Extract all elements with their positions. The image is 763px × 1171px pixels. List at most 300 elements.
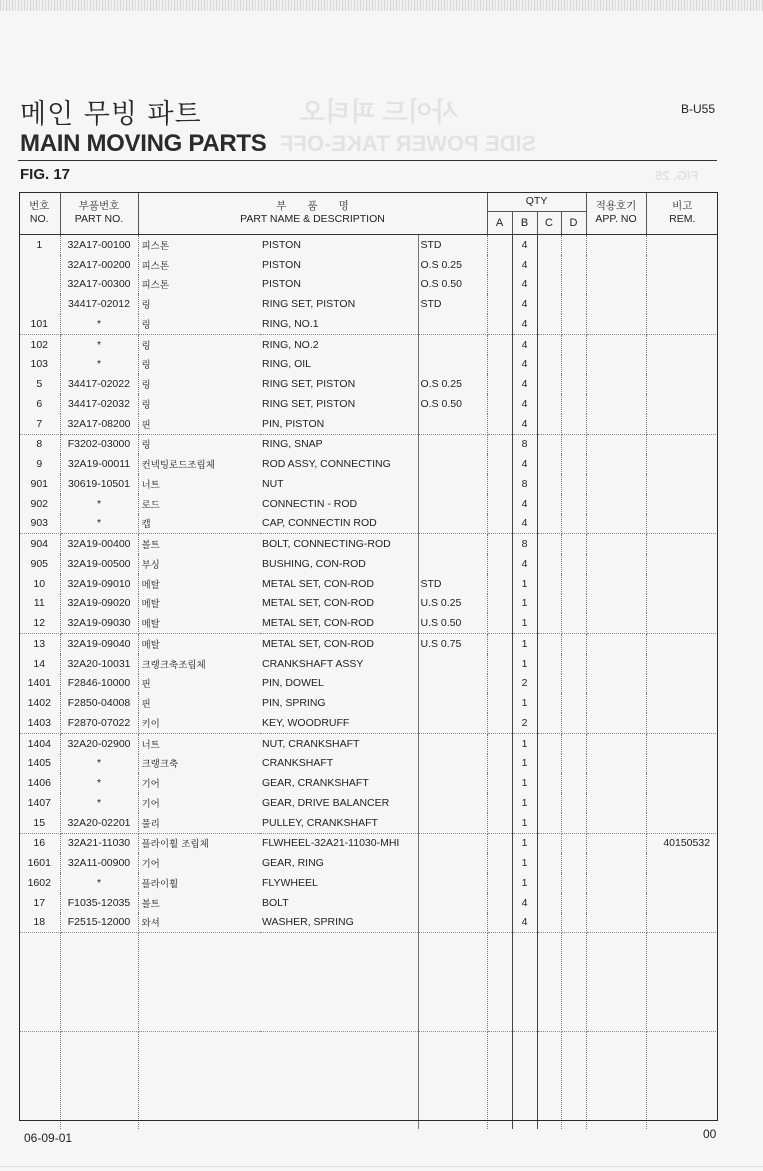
cell-part-name-en: NUT [260, 474, 418, 494]
cell-qty-d [561, 235, 586, 255]
cell-part-number-index: 1601 [19, 853, 60, 873]
cell-remarks [646, 893, 718, 913]
blank-cell [512, 933, 537, 1032]
blank-cell [512, 1032, 537, 1130]
cell-part-number-index: 7 [19, 414, 60, 434]
cell-part-number-index: 9 [19, 454, 60, 474]
cell-qty-b: 1 [512, 793, 537, 813]
cell-qty-b: 8 [512, 474, 537, 494]
cell-spec [418, 853, 487, 873]
bleed-through-title-ko: 사이드 피티오 [300, 97, 458, 127]
bleed-through-figure: FIG. 25 [655, 168, 699, 183]
cell-spec: STD [418, 235, 487, 255]
cell-part-no: * [60, 355, 138, 375]
col-header-no [19, 192, 60, 235]
cell-qty-d [561, 534, 586, 554]
cell-remarks [646, 454, 718, 474]
cell-qty-b: 4 [512, 355, 537, 375]
cell-qty-a [487, 474, 512, 494]
cell-spec [418, 793, 487, 813]
cell-part-number-index [19, 255, 60, 275]
cell-part-name-ko: 링 [141, 399, 151, 411]
table-row [19, 514, 718, 534]
cell-qty-b: 8 [512, 434, 537, 454]
cell-qty-b: 4 [512, 494, 537, 514]
cell-remarks [646, 534, 718, 554]
cell-qty-b: 1 [512, 654, 537, 674]
blank-cell [19, 933, 60, 1032]
cell-part-name-ko: 피스톤 [141, 240, 170, 252]
cell-qty-a [487, 813, 512, 833]
cell-part-number-index: 15 [19, 813, 60, 833]
cell-remarks [646, 754, 718, 774]
blank-cell [487, 933, 512, 1032]
cell-qty-a [487, 773, 512, 793]
cell-remarks [646, 294, 718, 314]
cell-qty-d [561, 853, 586, 873]
cell-remarks [646, 514, 718, 534]
cell-app-no [586, 674, 646, 694]
cell-spec [418, 754, 487, 774]
table-row [19, 613, 718, 633]
cell-remarks [646, 913, 718, 933]
cell-spec [418, 534, 487, 554]
cell-app-no [586, 893, 646, 913]
table-row [19, 454, 718, 474]
cell-spec: STD [418, 294, 487, 314]
table-row [19, 693, 718, 713]
cell-part-name-ko: 핀 [138, 414, 260, 434]
cell-qty-d [561, 754, 586, 774]
col-header-part-name-ko: 부 품 명 [276, 200, 349, 212]
cell-part-number-index: 12 [19, 613, 60, 633]
cell-app-no [586, 534, 646, 554]
table-row [19, 654, 718, 674]
cell-part-number-index: 903 [19, 514, 60, 534]
cell-qty-a [487, 674, 512, 694]
cell-app-no [586, 314, 646, 334]
page-number: 00 [703, 1127, 717, 1141]
cell-qty-b: 1 [512, 853, 537, 873]
cell-app-no [586, 334, 646, 354]
cell-part-no: 32A19-00500 [60, 554, 138, 574]
cell-part-name-ko: 기어 [141, 859, 160, 871]
cell-part-no: 32A17-00100 [60, 235, 138, 255]
cell-part-number-index: 13 [19, 634, 60, 654]
cell-part-name-ko: 키이 [138, 713, 260, 733]
cell-app-no [586, 733, 646, 753]
cell-part-number-index: 1401 [19, 674, 60, 694]
cell-part-number-index: 18 [19, 913, 60, 933]
cell-qty-b: 4 [512, 394, 537, 414]
cell-qty-b: 1 [512, 733, 537, 753]
cell-part-number-index: 102 [19, 334, 60, 354]
table-row [19, 314, 718, 334]
cell-qty-c [537, 554, 561, 574]
cell-part-name-en: RING, NO.1 [260, 314, 418, 334]
cell-remarks [646, 674, 718, 694]
col-header-qty-a: A [487, 212, 512, 235]
cell-spec [418, 554, 487, 574]
cell-part-name-en: RING, OIL [260, 355, 418, 375]
cell-spec [418, 713, 487, 733]
cell-part-no: 32A17-00300 [60, 275, 138, 295]
cell-app-no [586, 594, 646, 614]
blank-cell [60, 1032, 138, 1130]
cell-spec [418, 355, 487, 375]
cell-app-no [586, 514, 646, 534]
cell-qty-d [561, 494, 586, 514]
cell-qty-a [487, 494, 512, 514]
cell-part-no: 32A19-09010 [60, 574, 138, 594]
cell-spec: U.S 0.25 [418, 594, 487, 614]
cell-qty-d [561, 813, 586, 833]
cell-part-number-index: 1402 [19, 693, 60, 713]
col-header-qty-d: D [561, 212, 586, 235]
cell-part-name-ko: 기어 [141, 779, 160, 791]
cell-part-name-en: GEAR, RING [260, 853, 418, 873]
cell-qty-c [537, 654, 561, 674]
cell-part-name-en: PISTON [260, 235, 418, 255]
cell-part-name-ko: 부싱 [141, 559, 160, 571]
cell-spec: U.S 0.75 [418, 634, 487, 654]
cell-part-name-ko: 크랭크축 [141, 759, 179, 771]
cell-spec [418, 334, 487, 354]
cell-part-name-en: METAL SET, CON-ROD [260, 634, 418, 654]
col-header-app-no [586, 192, 646, 235]
title-rule [18, 160, 717, 161]
cell-part-name-en: METAL SET, CON-ROD [260, 613, 418, 633]
cell-qty-d [561, 554, 586, 574]
cell-part-number-index [19, 275, 60, 295]
cell-part-number-index: 1407 [19, 793, 60, 813]
parts-table-body [19, 235, 718, 1130]
cell-remarks [646, 813, 718, 833]
cell-part-name-ko: 피스톤 [141, 280, 170, 292]
cell-part-no: 32A21-11030 [60, 833, 138, 853]
cell-qty-b: 4 [512, 235, 537, 255]
cell-remarks [646, 713, 718, 733]
cell-qty-b: 2 [512, 674, 537, 694]
cell-part-name-en: GEAR, DRIVE BALANCER [260, 793, 418, 813]
cell-qty-b: 1 [512, 594, 537, 614]
parts-table [19, 192, 718, 1129]
cell-qty-d [561, 733, 586, 753]
table-row [19, 355, 718, 375]
cell-part-number-index: 1406 [19, 773, 60, 793]
cell-qty-b: 1 [512, 634, 537, 654]
cell-part-name-ko: 크랭크축조립체 [141, 659, 206, 671]
cell-remarks [646, 554, 718, 574]
cell-part-no: 32A19-09020 [60, 594, 138, 614]
cell-part-name-ko: 메탈 [138, 613, 260, 633]
col-header-no-ko: 번호 [29, 200, 50, 212]
cell-remarks [646, 255, 718, 275]
cell-part-name-en: RING SET, PISTON [260, 394, 418, 414]
cell-qty-a [487, 574, 512, 594]
table-row [19, 255, 718, 275]
cell-app-no [586, 374, 646, 394]
table-row [19, 793, 718, 813]
cell-qty-c [537, 275, 561, 295]
cell-part-name-en: CAP, CONNECTIN ROD [260, 514, 418, 534]
cell-qty-d [561, 474, 586, 494]
col-header-part-no [60, 192, 138, 235]
cell-part-name-en: PIN, SPRING [260, 693, 418, 713]
table-row [19, 873, 718, 893]
cell-part-number-index: 1404 [19, 733, 60, 753]
cell-part-name-en: PULLEY, CRANKSHAFT [260, 813, 418, 833]
cell-part-name-ko: 링 [141, 340, 151, 352]
cell-spec [418, 773, 487, 793]
cell-part-name-ko: 플라이휠 조립체 [141, 839, 209, 851]
col-header-remarks-en: REM. [669, 213, 696, 225]
table-row [19, 813, 718, 833]
cell-app-no [586, 634, 646, 654]
cell-qty-c [537, 374, 561, 394]
cell-remarks [646, 355, 718, 375]
col-header-no-en: NO. [29, 213, 49, 225]
cell-qty-a [487, 893, 512, 913]
cell-remarks [646, 693, 718, 713]
cell-qty-c [537, 594, 561, 614]
cell-qty-a [487, 873, 512, 893]
cell-part-name-ko: 볼트 [141, 898, 160, 910]
table-row [19, 634, 718, 654]
cell-qty-b: 4 [512, 374, 537, 394]
cell-remarks [646, 853, 718, 873]
figure-number: FIG. 17 [20, 166, 71, 183]
cell-qty-c [537, 873, 561, 893]
col-header-qty-c: C [537, 212, 561, 235]
cell-app-no [586, 713, 646, 733]
cell-part-name-ko: 핀 [141, 679, 151, 691]
table-row [19, 594, 718, 614]
cell-app-no [586, 853, 646, 873]
cell-part-number-index: 5 [19, 374, 60, 394]
cell-qty-c [537, 394, 561, 414]
cell-qty-b: 4 [512, 314, 537, 334]
blank-cell [586, 1032, 646, 1130]
cell-part-no: 32A20-02900 [60, 733, 138, 753]
cell-qty-a [487, 693, 512, 713]
cell-part-name-ko: 캡 [138, 514, 260, 534]
cell-part-name-en: BUSHING, CON-ROD [260, 554, 418, 574]
cell-part-name-en: RING SET, PISTON [260, 374, 418, 394]
cell-qty-a [487, 554, 512, 574]
cell-part-name-en: NUT, CRANKSHAFT [260, 733, 418, 753]
cell-spec [418, 674, 487, 694]
cell-part-name-en: KEY, WOODRUFF [260, 713, 418, 733]
cell-part-number-index: 1405 [19, 754, 60, 774]
cell-qty-d [561, 594, 586, 614]
cell-part-number-index: 101 [19, 314, 60, 334]
cell-remarks [646, 773, 718, 793]
table-row [19, 534, 718, 554]
cell-part-name-ko: 로드 [141, 499, 160, 511]
blank-cell [60, 933, 138, 1032]
cell-qty-c [537, 434, 561, 454]
cell-remarks [646, 634, 718, 654]
cell-qty-c [537, 913, 561, 933]
cell-app-no [586, 434, 646, 454]
cell-part-no: F3202-03000 [60, 434, 138, 454]
cell-app-no [586, 813, 646, 833]
cell-spec: STD [418, 574, 487, 594]
cell-part-no: F2846-10000 [60, 674, 138, 694]
cell-part-name-en: ROD ASSY, CONNECTING [260, 454, 418, 474]
cell-qty-b: 1 [512, 754, 537, 774]
cell-qty-c [537, 674, 561, 694]
cell-spec [418, 514, 487, 534]
cell-spec [418, 494, 487, 514]
cell-spec [418, 474, 487, 494]
table-row [19, 833, 718, 853]
blank-cell [19, 1032, 60, 1130]
cell-spec [418, 434, 487, 454]
cell-part-no: * [60, 793, 138, 813]
cell-app-no [586, 474, 646, 494]
cell-qty-c [537, 833, 561, 853]
cell-part-name-ko: 링 [141, 440, 151, 452]
revision-date: 06-09-01 [24, 1131, 73, 1145]
table-row [19, 754, 718, 774]
cell-part-name-ko: 메탈 [141, 579, 160, 591]
cell-qty-a [487, 235, 512, 255]
cell-qty-c [537, 355, 561, 375]
cell-part-number-index: 10 [19, 574, 60, 594]
cell-part-no: F2850-04008 [60, 693, 138, 713]
cell-qty-d [561, 613, 586, 633]
cell-qty-a [487, 434, 512, 454]
cell-remarks [646, 474, 718, 494]
page-title-korean: 메인 무빙 파트 [20, 99, 202, 130]
cell-qty-b: 4 [512, 454, 537, 474]
cell-part-name-ko: 너트 [141, 739, 160, 751]
cell-part-no: 30619-10501 [60, 474, 138, 494]
cell-qty-d [561, 674, 586, 694]
table-row [19, 414, 718, 434]
table-row [19, 474, 718, 494]
cell-remarks [646, 374, 718, 394]
cell-qty-c [537, 514, 561, 534]
cell-qty-c [537, 773, 561, 793]
cell-part-number-index: 17 [19, 893, 60, 913]
cell-qty-d [561, 414, 586, 434]
cell-qty-d [561, 454, 586, 474]
cell-app-no [586, 873, 646, 893]
cell-qty-c [537, 534, 561, 554]
cell-part-name-ko: 너트 [141, 479, 160, 491]
cell-part-no: 34417-02012 [60, 294, 138, 314]
cell-remarks [646, 334, 718, 354]
cell-spec [418, 833, 487, 853]
cell-part-no: F1035-12035 [60, 893, 138, 913]
blank-cell [586, 933, 646, 1032]
cell-part-number-index: 11 [19, 594, 60, 614]
cell-remarks [646, 434, 718, 454]
cell-app-no [586, 913, 646, 933]
cell-app-no [586, 754, 646, 774]
cell-qty-d [561, 255, 586, 275]
cell-remarks [646, 733, 718, 753]
cell-qty-b: 1 [512, 574, 537, 594]
cell-app-no [586, 414, 646, 434]
cell-qty-c [537, 713, 561, 733]
cell-part-name-en: RING SET, PISTON [260, 294, 418, 314]
col-header-part-no-ko: 부품번호 [78, 200, 120, 212]
cell-part-name-ko: 플라이휠 [141, 878, 179, 890]
blank-cell [260, 933, 418, 1032]
cell-qty-d [561, 713, 586, 733]
cell-qty-d [561, 355, 586, 375]
cell-qty-c [537, 693, 561, 713]
cell-part-no: * [60, 773, 138, 793]
cell-qty-c [537, 294, 561, 314]
blank-cell [487, 1032, 512, 1130]
cell-qty-b: 1 [512, 773, 537, 793]
cell-app-no [586, 275, 646, 295]
model-code: B-U55 [681, 102, 716, 116]
cell-part-name-ko: 컨넥팅로드조립체 [141, 460, 215, 472]
cell-part-number-index: 905 [19, 554, 60, 574]
cell-remarks [646, 235, 718, 255]
cell-qty-d [561, 275, 586, 295]
blank-row [19, 1032, 718, 1130]
cell-remarks [646, 793, 718, 813]
cell-part-name-ko: 풀리 [138, 813, 260, 833]
blank-cell [537, 1032, 561, 1130]
cell-qty-d [561, 773, 586, 793]
cell-part-name-ko: 링 [138, 314, 260, 334]
cell-part-no: 32A19-09030 [60, 613, 138, 633]
cell-part-name-en: WASHER, SPRING [260, 913, 418, 933]
cell-app-no [586, 355, 646, 375]
cell-part-name-ko: 링 [141, 360, 151, 372]
cell-qty-d [561, 634, 586, 654]
cell-part-name-en: BOLT [260, 893, 418, 913]
cell-qty-a [487, 733, 512, 753]
table-row [19, 554, 718, 574]
cell-part-no: 32A20-02201 [60, 813, 138, 833]
cell-qty-c [537, 613, 561, 633]
cell-spec [418, 893, 487, 913]
cell-qty-c [537, 634, 561, 654]
cell-qty-a [487, 355, 512, 375]
cell-qty-b: 4 [512, 554, 537, 574]
cell-spec: O.S 0.25 [418, 374, 487, 394]
cell-part-number-index [19, 294, 60, 314]
cell-part-no: * [60, 334, 138, 354]
cell-remarks [646, 594, 718, 614]
cell-qty-d [561, 693, 586, 713]
cell-qty-c [537, 235, 561, 255]
cell-app-no [586, 255, 646, 275]
cell-part-no: * [60, 514, 138, 534]
cell-part-name-en: RING, NO.2 [260, 334, 418, 354]
table-row [19, 334, 718, 354]
cell-remarks [646, 574, 718, 594]
cell-part-name-en: BOLT, CONNECTING-ROD [260, 534, 418, 554]
cell-qty-c [537, 574, 561, 594]
blank-cell [561, 1032, 586, 1130]
scan-edge-noise [0, 0, 763, 11]
cell-qty-c [537, 893, 561, 913]
cell-qty-b: 8 [512, 534, 537, 554]
cell-qty-d [561, 793, 586, 813]
cell-part-no: 34417-02022 [60, 374, 138, 394]
blank-cell [537, 933, 561, 1032]
